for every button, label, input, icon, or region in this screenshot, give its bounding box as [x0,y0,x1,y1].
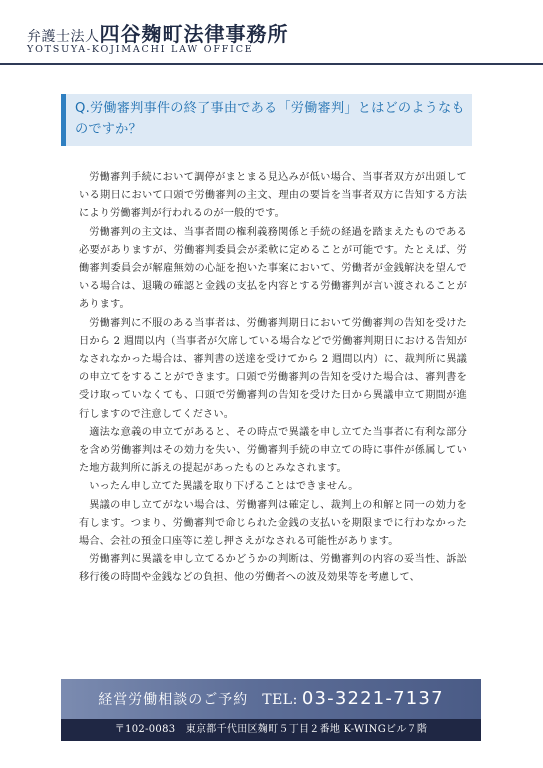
answer-paragraph: 労働審判に不服のある当事者は、労働審判期日において労働審判の告知を受けた日から 2 週間以内（当事者が欠席している場合などで労働審判期日における告知がなされなかった場合は、審判書の送達を受けてから 2 週間以内）に、裁判所に異議の申立てをすることができます。口頭で労働審判の告知を受けた場合は、審判書を受け取っていなくても、口頭で労働審判の告知を受けた日から異議申立て期間が進行しますので注意してください。 [79,317,467,420]
firm-name-en: YOTSUYA-KOJIMACHI LAW OFFICE [27,44,254,55]
question-box [61,94,472,146]
question-heading: Q.労働審判事件の終了事由である「労働審判」とはどのようなものですか？ [75,101,465,137]
answer-paragraph: 労働審判に異議を申し立てるかどうかの判断は、労働審判の内容の妥当性、訴訟移行後の時間や金銭などの負担、他の労働者への波及効果等を考慮して、 [79,554,467,584]
answer-body [79,169,467,588]
answer-paragraph: 労働審判手続において調停がまとまる見込みが低い場合、当事者双方が出頭している期日において口頭で労働審判の主文、理由の要旨を当事者双方に告知する方法により労働審判が行われるのが一般的です。 [79,172,467,220]
tel-label: TEL: [262,692,298,708]
firm-name: 四谷麹町法律事務所 [99,22,289,46]
consultation-text [61,679,481,719]
answer-paragraph: いったん申し立てた異議を取り下げることはできません。 [89,481,359,493]
firm-prefix: 弁護士法人 [27,29,100,45]
page-header [0,0,543,70]
header-divider [0,63,543,65]
answer-paragraph: 異議の申し立てがない場合は、労働審判は確定し、裁判上の和解と同一の効力を有します。つまり、労働審判で命じられた金銭の支払いを期限までに行わなかった場合、会社の預金口座等に差し押さえがなされる可能性があります。 [79,499,467,548]
address-bar: 〒102-0083 東京都千代田区麹町５丁目２番地 K-WINGビル７階 [61,719,481,741]
reservation-label: 経営労働相談のご予約 [98,692,249,708]
firm-logo [27,18,289,47]
phone-number-link[interactable]: 03-3221-7137 [301,688,444,709]
answer-paragraph: 労働審判の主文は、当事者間の権利義務関係と手続の経過を踏まえたものである必要がありますが、労働審判委員会が柔軟に定めることが可能です。たとえば、労働審判委員会が解雇無効の心証を抱いた事案において、労働者が金銭解決を望んでいる場合は、退職の確認と金銭の支払を内容とする労働審判が言い渡されることがあります。 [79,226,467,311]
answer-paragraph: 適法な意義の申立てがあると、その時点で異議を申し立てた当事者に有利な部分を含め労働審判はその効力を失い、労働審判手続の申立ての時に事件が係属していた地方裁判所に訴えの提起があったものとみなされます。 [79,426,467,475]
consultation-banner [61,679,481,719]
